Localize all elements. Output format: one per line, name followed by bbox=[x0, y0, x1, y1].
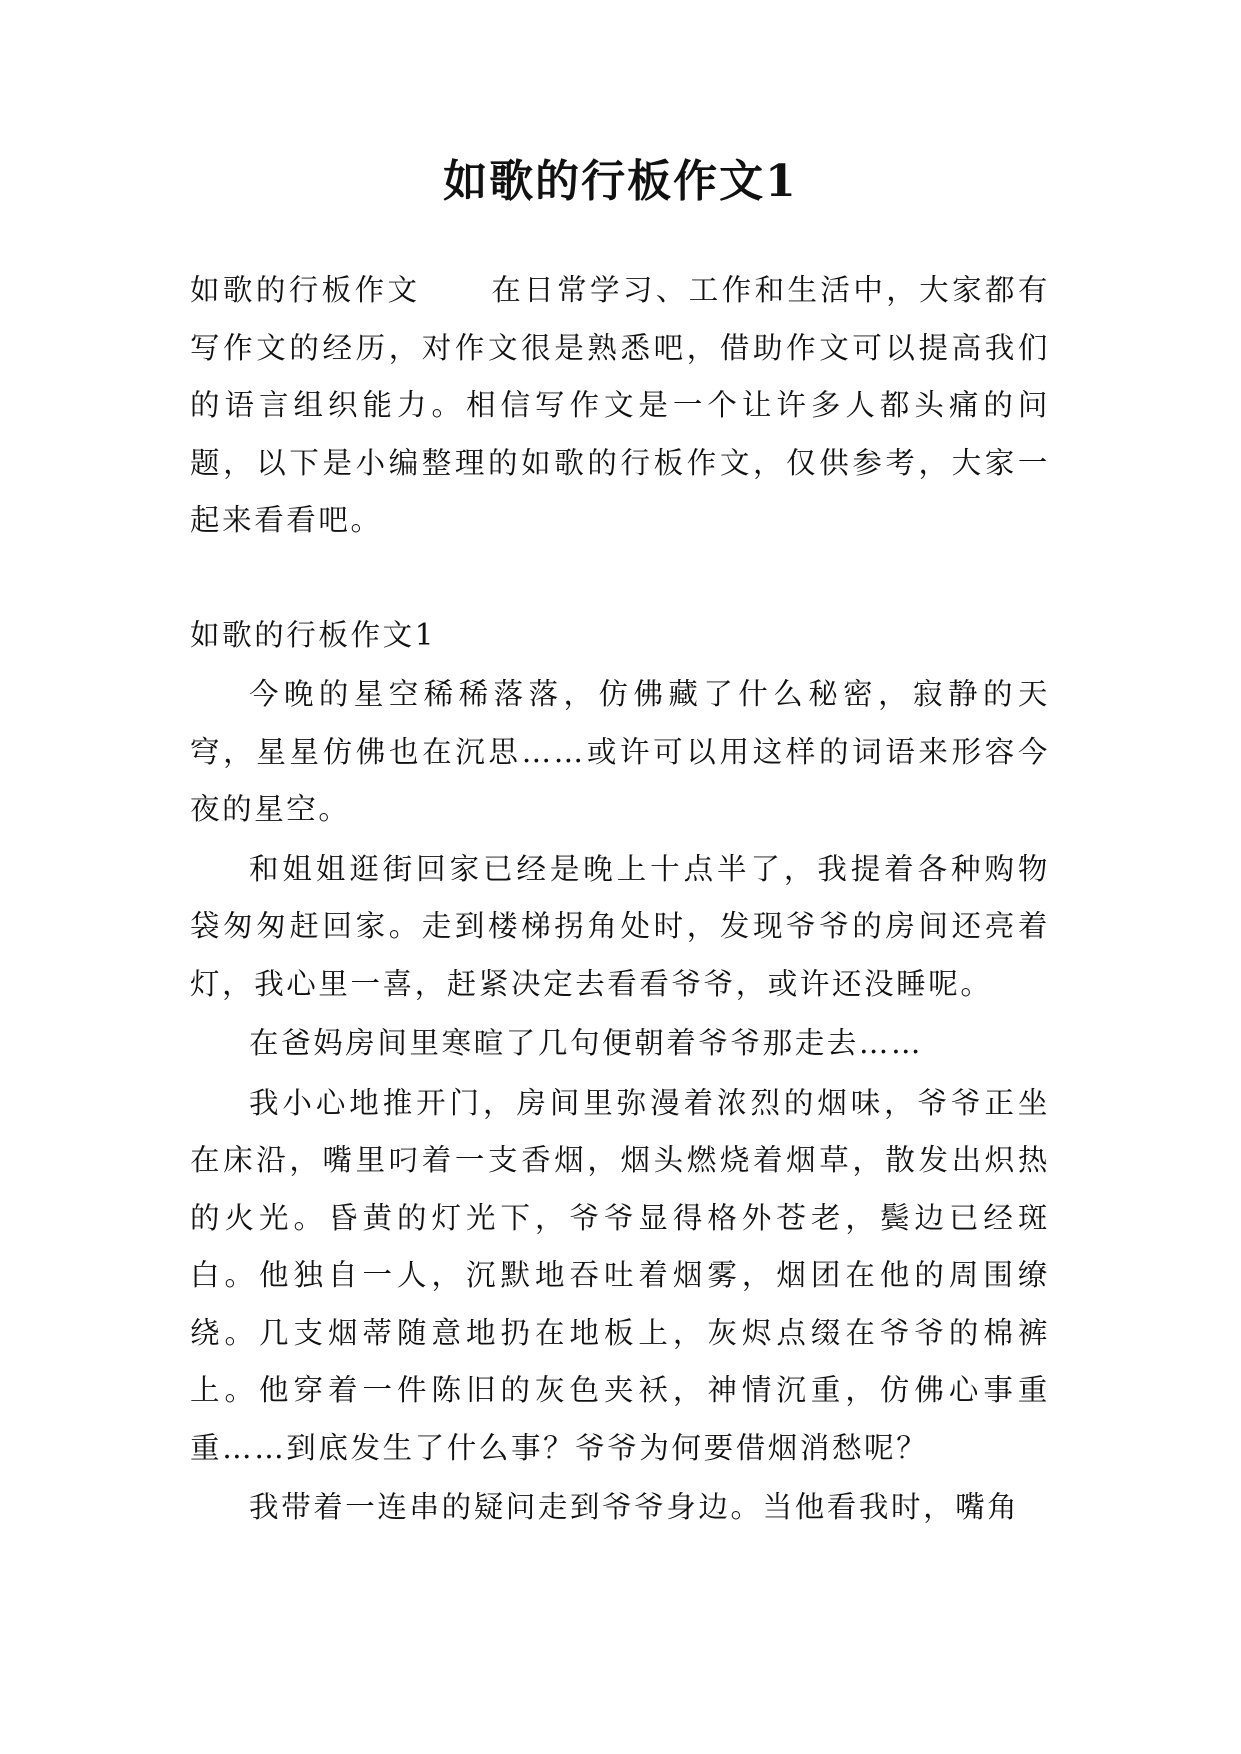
body-paragraph: 在爸妈房间里寒暄了几句便朝着爷爷那走去…… bbox=[249, 1026, 924, 1060]
intro-lead: 如歌的行板作文 bbox=[190, 273, 421, 307]
document-body bbox=[190, 262, 1050, 1537]
section-heading: 如歌的行板作文1 bbox=[190, 617, 437, 652]
body-paragraph: 今晚的星空稀稀落落，仿佛藏了什么秘密，寂静的天穹，星星仿佛也在沉思……或许可以用这样的词语来形容今夜的星空。 bbox=[190, 677, 1050, 826]
document-title: 如歌的行板作文1 bbox=[443, 156, 798, 207]
body-paragraph: 我小心地推开门，房间里弥漫着浓烈的烟味，爷爷正坐在床沿，嘴里叼着一支香烟，烟头燃烧着烟草，散发出炽热的火光。昏黄的灯光下，爷爷显得格外苍老，鬓边已经斑白。他独自一人，沉默地吞吐着烟雾，烟团在他的周围缭绕。几支烟蒂随意地扔在地板上，灰烬点缀在爷爷的棉裤上。他穿着一件陈旧的灰色夹袄，神情沉重，仿佛心事重重……到底发生了什么事？爷爷为何要借烟消愁呢？ bbox=[190, 1085, 1050, 1465]
intro-body: 在日常学习、工作和生活中，大家都有写作文的经历，对作文很是熟悉吧，借助作文可以提高我们的语言组织能力。相信写作文是一个让许多人都头痛的问题，以下是小编整理的如歌的行板作文，仅供参考，大家一起来看看吧。 bbox=[190, 273, 1051, 537]
body-paragraph: 和姐姐逛街回家已经是晚上十点半了，我提着各种购物袋匆匆赶回家。走到楼梯拐角处时，发现爷爷的房间还亮着灯，我心里一喜，赶紧决定去看看爷爷，或许还没睡呢。 bbox=[190, 851, 1050, 1001]
body-paragraph: 我带着一连串的疑问走到爷爷身边。当他看我时，嘴角 bbox=[249, 1490, 1020, 1524]
intro-paragraph bbox=[190, 262, 1050, 550]
